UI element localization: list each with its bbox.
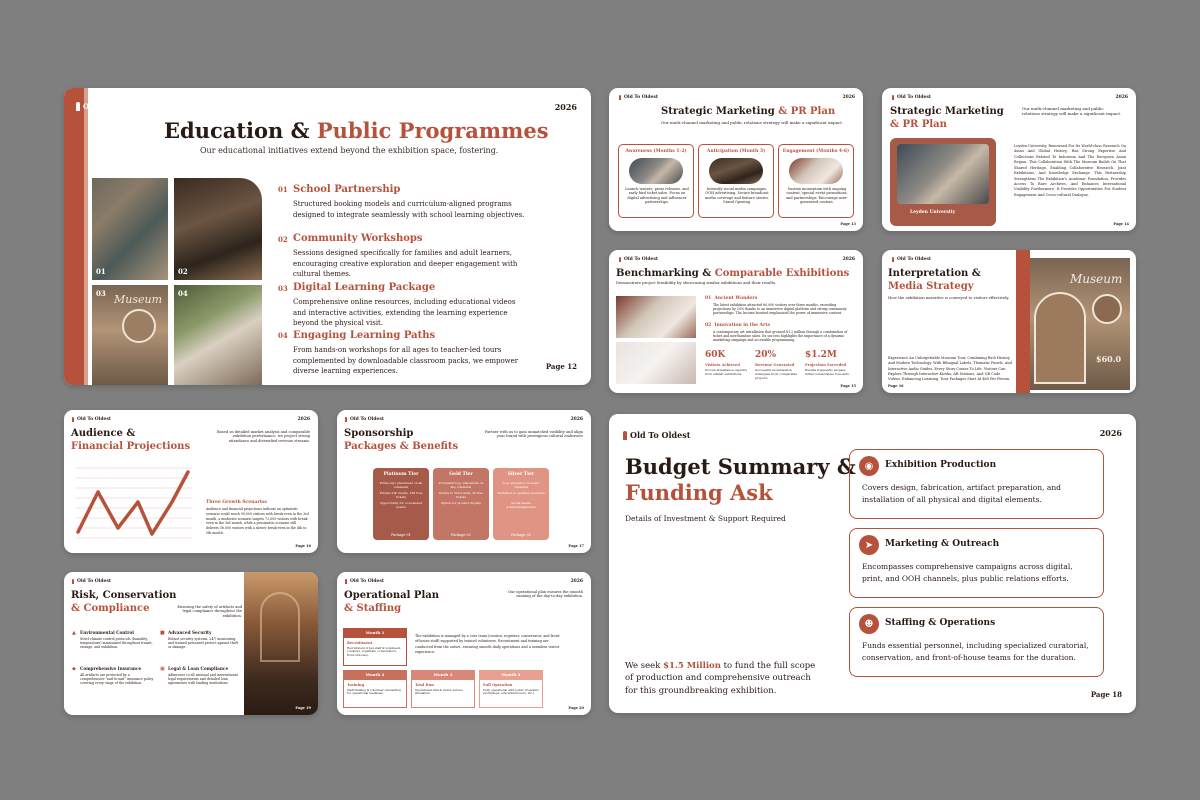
phase-card [698, 144, 774, 218]
slide-aside: Based on detailed market analysis and comparable exhibition performance, we project strong attendance and diversified revenue streams. [217, 430, 310, 443]
slide-aside: Ensuring the safety of artifacts and legal compliance throughout the exhibition. [177, 605, 242, 618]
page-number: Page 18 [1090, 690, 1122, 699]
bench-item-title: 02 Innovation in the Arts [705, 323, 771, 328]
logo-icon [345, 579, 347, 584]
title-line1: Strategic Marketing [890, 106, 1004, 117]
photo-tag: 03 [96, 289, 106, 298]
phase-desc: Sustain momentum with ongoing content, special event promotions, and partnerships. Encourage user-generated content. [786, 187, 848, 205]
megaphone-icon: ➤ [859, 535, 879, 555]
title-line2: & PR Plan [890, 119, 947, 130]
page-number: Page 12 [545, 362, 577, 371]
stat-desc: Successful monetisation strategies from comparable projects. [755, 368, 798, 380]
tier-card [493, 468, 549, 540]
stat-label: Projection Exceeded [805, 363, 847, 367]
slide-strategic-marketing[interactable] [609, 88, 863, 231]
budget-card [849, 528, 1104, 598]
logo-icon [623, 431, 627, 440]
card-title: Staffing & Operations [885, 618, 996, 628]
slide-subtitle: Demonstrate project feasibility by showcasing similar exhibitions and their results. [616, 280, 777, 285]
title-line2: Packages & Benefits [344, 441, 459, 452]
poster-word: Museum [114, 293, 163, 306]
month-title: Full Operation [483, 683, 513, 687]
month-card [479, 670, 543, 708]
slide-aside: Our operational plan ensures the smooth running of the day-to-day exhibition. [508, 590, 583, 599]
tier-name: Platinum Tier [383, 472, 419, 477]
slide-budget[interactable] [609, 414, 1136, 713]
brand-name: Old To Oldest [83, 102, 136, 111]
brand-name: Old To Oldest [77, 417, 111, 422]
page-number: Page 14 [1113, 222, 1129, 226]
palette-icon: ◉ [859, 456, 879, 476]
month-desc: Fully operational with public programs (workshops, educational tours, etc.). [483, 688, 539, 696]
bench-item-desc: The latest exhibition attracted 60,000 visitors over three months, exceeding projections by 20% thanks to an immersive digital platform and strong community partnerships. The Income boosted emphasised the power of immersive content. [713, 303, 847, 315]
slide-interpretation[interactable] [882, 250, 1136, 393]
stat-desc: Results frequently surpass initial conservative forecasts. [805, 368, 850, 376]
tier-benefit: Logo presence on select collateral [502, 481, 540, 489]
logo-icon [345, 417, 347, 422]
scenario-title: Three Growth Scenarios [206, 500, 267, 505]
tier-card [373, 468, 429, 540]
month-label: Month 3 [433, 672, 453, 677]
slide-subtitle: Our educational initiatives extend beyond the exhibition space, fostering. [200, 146, 499, 155]
tier-benefit: Prominent logo placement on key collateral [438, 481, 484, 489]
poster-word: Museum [1070, 272, 1123, 286]
photo-gallery-hall [616, 296, 696, 338]
slide-body: Experience An Unforgettable Museum Tour, Combining Rich History And Modern Technology. With Bilingual Labels, Thematic Panels, And Interactive Audio Guides, Every Story Comes To Life. Visitors Can Explore Through Interactive Kiosks, AR Stations, And QR Code Videos, Enhancing Learning. Tour Packages Start At $60 Per Person. [888, 356, 1012, 381]
budget-card [849, 449, 1104, 519]
brand-logo [623, 430, 690, 440]
slide-subtitle: Our multi-channel marketing and public relations strategy will make a significant impact. [661, 120, 844, 125]
item-title: School Partnership [293, 184, 401, 195]
month-label: Month 1 [365, 630, 385, 635]
item-num: 04 [278, 331, 288, 340]
accent-bar-light [84, 88, 88, 385]
title-line1: Operational Plan [344, 590, 439, 601]
title-accent: & PR Plan [778, 106, 836, 117]
stat-value: 20% [755, 350, 777, 360]
brand-name: Old To Oldest [350, 579, 384, 584]
title-line1: Audience & [71, 428, 136, 439]
tier-benefit: Option for product display [440, 501, 482, 505]
year-label: 2026 [1099, 428, 1122, 438]
year-label: 2026 [842, 257, 855, 262]
title-line2: Funding Ask [625, 480, 773, 505]
title-line2: Media Strategy [888, 281, 974, 292]
photo-tag: 01 [96, 267, 106, 276]
card-desc: Encompasses comprehensive campaigns across digital, print, and OOH channels, plus public relations efforts. [862, 562, 1073, 583]
item-title: Engaging Learning Paths [293, 330, 436, 341]
poster-arch [1034, 292, 1086, 384]
title-line2: & Compliance [71, 603, 150, 614]
month-title: Training [347, 683, 365, 687]
funding-ask [625, 660, 825, 697]
phase-photo [789, 158, 843, 184]
risk-desc: All artifacts are protected by a comprehensive "nail-to-nail" insurance policy covering every stage of the exhibition. [80, 673, 154, 685]
arch-shape [260, 592, 300, 662]
ask-post: to fund the full scope of production and comprehensive outreach for this groundbreaking exhibition. [625, 661, 816, 696]
item-num: 01 [278, 185, 288, 194]
month-desc: Recruitment of key staff & volunteers (curators, registrars, conservators, front-of-house). [347, 646, 401, 657]
brand-name: Old To Oldest [897, 257, 931, 262]
stat-label: Revenue Generated [755, 363, 795, 367]
card-desc: Funds essential personnel, including specialized curatorial, conservation, and front-of-house teams for the duration. [862, 641, 1089, 662]
risk-desc: Robust security systems, 24/7 monitoring, and trained personnel protect against theft or damage. [168, 637, 239, 649]
brand-name: Old To Oldest [897, 95, 931, 100]
year-label: 2026 [1115, 95, 1128, 100]
photo-tag: 02 [178, 267, 188, 276]
title-line2: Financial Projections [71, 441, 191, 452]
museum-poster [1030, 258, 1130, 390]
slide-operational[interactable] [337, 572, 591, 715]
title-line1: Sponsorship [344, 428, 414, 439]
slide-benchmarking[interactable] [609, 250, 863, 393]
item-desc: Structured booking models and curriculum-aligned programs designed to integrate seamlessly with school learning objectives. [293, 200, 525, 219]
title-plain: Strategic Marketing [661, 106, 779, 117]
title-accent: Public Programmes [316, 118, 549, 143]
poster-circle [122, 309, 156, 343]
month-desc: Operational trial & visitor service simulation. [415, 688, 463, 696]
lock-icon: ■ [160, 630, 165, 636]
month-label: Month 4 [501, 672, 521, 677]
brand-logo [72, 579, 111, 584]
bench-item-desc: A contemporary art installation that grossed $1.2 million through a combination of ticket and merchandise sales. Its success highlights the importance of a dynamic marketing campaign and accessible programming. [713, 330, 848, 342]
slide-title [616, 268, 849, 281]
risk-desc: Strict climate control protocols (humidity, temperature) maintained throughout transit, storage, and exhibition. [80, 637, 153, 649]
month-card [411, 670, 475, 708]
brand-logo [72, 417, 111, 422]
stat-label: Visitors Achieved [705, 363, 740, 367]
logo-icon [892, 95, 894, 100]
slide-title [164, 118, 549, 144]
slide-aside: Our multi-channel marketing and public relations strategy will make a significant impact. [1022, 106, 1122, 116]
photo-vr-visitor [174, 285, 262, 385]
photo-museum-visitors [174, 178, 262, 280]
people-icon: ☻ [859, 614, 879, 634]
logo-icon [76, 102, 80, 111]
scenario-desc: Audience and financial projections indicate an optimistic scenario could reach 90,000 visitors with break-even in the 3rd month, a moderate scenario targets 72,000 visitors with break-even in the 3rd month, while a pessimistic scenario still delivers 58,000 visitors with a slower break-even in the 4th to 5th month. [206, 507, 309, 535]
photo-poster [92, 285, 168, 385]
year-label: 2026 [570, 417, 583, 422]
bench-item-title: 01 Ancient Wonders [705, 296, 758, 301]
slide-education[interactable] [64, 88, 591, 385]
slide-body: Leyden University, Renowned For Its World-class Research On Asian And Global History, Has Strong Expertise And Collections Related To Indonesia And The European Asian Region. This Collaboration With The Museum Builds On That Shared Heritage, Enabling Collaborative Research, Joint Exhibitions, And Knowledge Exchange. This Partnership Strengthens The Exhibition's Academic Foundation, Provides Access To Rare Archives, And Enhances International Visibility Furthermore, It Provides Opportunities For Student Engagement And Cross-cultural Dialogue. [1014, 144, 1126, 197]
stat-value: $1.2M [805, 350, 837, 360]
ask-amount: $1.5 Million [663, 661, 721, 671]
title-plain: Education & [164, 118, 317, 143]
photo-tag: 04 [178, 289, 188, 298]
slide-subtitle: How the exhibition narrative is conveyed to visitors effectively. [888, 295, 1010, 300]
poster-circle [1092, 294, 1122, 324]
photo-frame [890, 138, 996, 226]
item-desc: Sessions designed specifically for families and adult learners, encouraging creative exploration and deeper engagement with cultural themes. [293, 249, 518, 278]
title-line2: & Staffing [344, 603, 402, 614]
tier-name: Silver Tier [507, 472, 535, 477]
brand-name: Old To Oldest [624, 95, 658, 100]
slide-risk[interactable] [64, 572, 318, 715]
brand-name: Old To Oldest [350, 417, 384, 422]
slide-subtitle: Details of Investment & Support Required [625, 514, 786, 523]
month-card [343, 670, 407, 708]
risk-title: Legal & Loan Compliance [168, 666, 229, 671]
risk-title: Environmental Control [80, 630, 134, 635]
item-desc: Comprehensive online resources, including educational videos and interactive activities, extending the learning experience beyond the physical visit. [293, 298, 516, 327]
title-line1: Interpretation & [888, 268, 981, 279]
tier-benefit: Invites to VIP events, 50 free tickets [438, 491, 484, 499]
photo-gallery-white [616, 342, 696, 384]
card-title: Marketing & Outreach [885, 539, 1000, 549]
phase-photo [629, 158, 683, 184]
tier-card [433, 468, 489, 540]
month-label: Month 2 [365, 672, 385, 677]
item-title: Community Workshops [293, 233, 423, 244]
tier-benefit: Prime logo placement on all collateral [379, 481, 423, 489]
brand-logo [345, 579, 384, 584]
month-desc: Staff training & volunteer onboarding for operational readiness. [347, 688, 401, 696]
phase-desc: Intensify social media campaigns, OOH advertising. Secure broadcast media coverage and feature stories. Grand Opening. [705, 187, 769, 205]
year-label: 2026 [842, 95, 855, 100]
logo-icon [892, 257, 894, 262]
poster-price: $60.0 [1096, 354, 1122, 364]
brand-logo [345, 417, 384, 422]
tier-name: Gold Tier [449, 472, 473, 477]
title-line1: Risk, Conservation [71, 590, 177, 601]
photo-caption: Leyden University [910, 210, 956, 215]
insurance-icon: ◆ [72, 666, 76, 672]
phase-card [778, 144, 854, 218]
slide-audience[interactable] [64, 410, 318, 553]
item-title: Digital Learning Package [293, 282, 436, 293]
title-plain: Benchmarking & [616, 268, 715, 279]
phase-desc: Launch teasers, press releases, and early bird ticket sales. Focus on digital advertising and influencer partnerships. [625, 187, 689, 205]
photo-handshake [897, 144, 989, 204]
logo-icon [619, 257, 621, 262]
logo-icon [72, 417, 74, 422]
accent-bar [1016, 250, 1030, 393]
logo-icon [619, 95, 621, 100]
title-accent: Comparable Exhibitions [714, 268, 850, 279]
shield-icon: ▲ [72, 630, 76, 636]
phase-title: Engagement (Months 4-6) [782, 149, 850, 154]
phase-card [618, 144, 694, 218]
page-number: Page 13 [840, 222, 856, 226]
tier-benefit: Opportunity for co-branded events [380, 501, 422, 509]
month-title: Trial Run [415, 683, 434, 687]
month-title: Recruitment [347, 641, 373, 645]
tier-benefit: Social media acknowledgements [506, 501, 536, 509]
slide-sponsorship[interactable] [337, 410, 591, 553]
accent-bar [64, 88, 84, 385]
tier-benefit: Invitation to opening reception [497, 491, 545, 495]
brand-logo [892, 257, 931, 262]
brand-name: Old To Oldest [77, 579, 111, 584]
document-icon: ▣ [160, 666, 165, 672]
growth-chart [72, 462, 196, 546]
page-number: Page 19 [295, 706, 311, 710]
title-line1: Budget Summary & [625, 454, 856, 479]
budget-card [849, 607, 1104, 677]
slide-title [661, 106, 835, 119]
year-label: 2026 [297, 417, 310, 422]
brand-logo [619, 257, 658, 262]
risk-desc: Adherence to all national and international legal requirements and detailed loan agreements with lending institutions. [168, 673, 238, 685]
item-num: 02 [278, 235, 288, 244]
stat-value: 60K [705, 350, 726, 360]
card-title: Exhibition Production [885, 460, 997, 470]
item-num: 03 [278, 284, 288, 293]
year-label: 2026 [554, 102, 577, 112]
brand-logo [892, 95, 931, 100]
logo-icon [72, 579, 74, 584]
tier-benefit: Private VIP events, 100 free tickets [379, 491, 423, 499]
tier-package: Package 02 [451, 532, 471, 537]
page-number: Page 15 [840, 384, 856, 388]
brand-name: Old To Oldest [624, 257, 658, 262]
stat-desc: Proven attendance capacity from similar exhibitions. [705, 368, 748, 376]
page-number: Page 16 [295, 544, 311, 548]
photo-library [92, 178, 168, 280]
photo-arcade [244, 572, 318, 715]
slide-strategic-partnership[interactable] [882, 88, 1136, 231]
brand-logo [76, 102, 136, 111]
risk-title: Comprehensive Insurance [80, 666, 142, 671]
card-desc: Covers design, fabrication, artifact preparation, and installation of all physical and digital elements. [862, 483, 1061, 504]
year-label: 2026 [570, 579, 583, 584]
tier-package: Package 01 [391, 532, 411, 537]
risk-title: Advanced Security [168, 630, 212, 635]
slide-body: The exhibition is managed by a core team (curator, registrar, conservator, and front-of-house staff) supported by trained volunteers. Recruitment and training are conducted from the outset, ensuring smooth daily operations and a seamless visitor experience. [415, 634, 561, 654]
slide-aside: Partner with us to gain unmatched visibility and align your brand with prestigious cultural endeavors [484, 430, 583, 439]
month-card [343, 628, 407, 666]
page-number: Page 17 [568, 544, 584, 548]
page-number: Page 16 [888, 384, 904, 388]
brand-logo [619, 95, 658, 100]
page-number: Page 20 [568, 706, 584, 710]
phase-title: Anticipation (Month 3) [706, 149, 766, 154]
brand-name: Old To Oldest [630, 430, 691, 440]
item-desc: From hands-on workshops for all ages to teacher-led tours complemented by downloadable classroom packs, we empower diverse learning experiences. [293, 346, 519, 375]
ask-pre: We seek [625, 661, 664, 671]
phase-photo [709, 158, 763, 184]
phase-title: Awareness (Months 1-2) [625, 149, 687, 154]
tier-package: Package 03 [511, 532, 531, 537]
